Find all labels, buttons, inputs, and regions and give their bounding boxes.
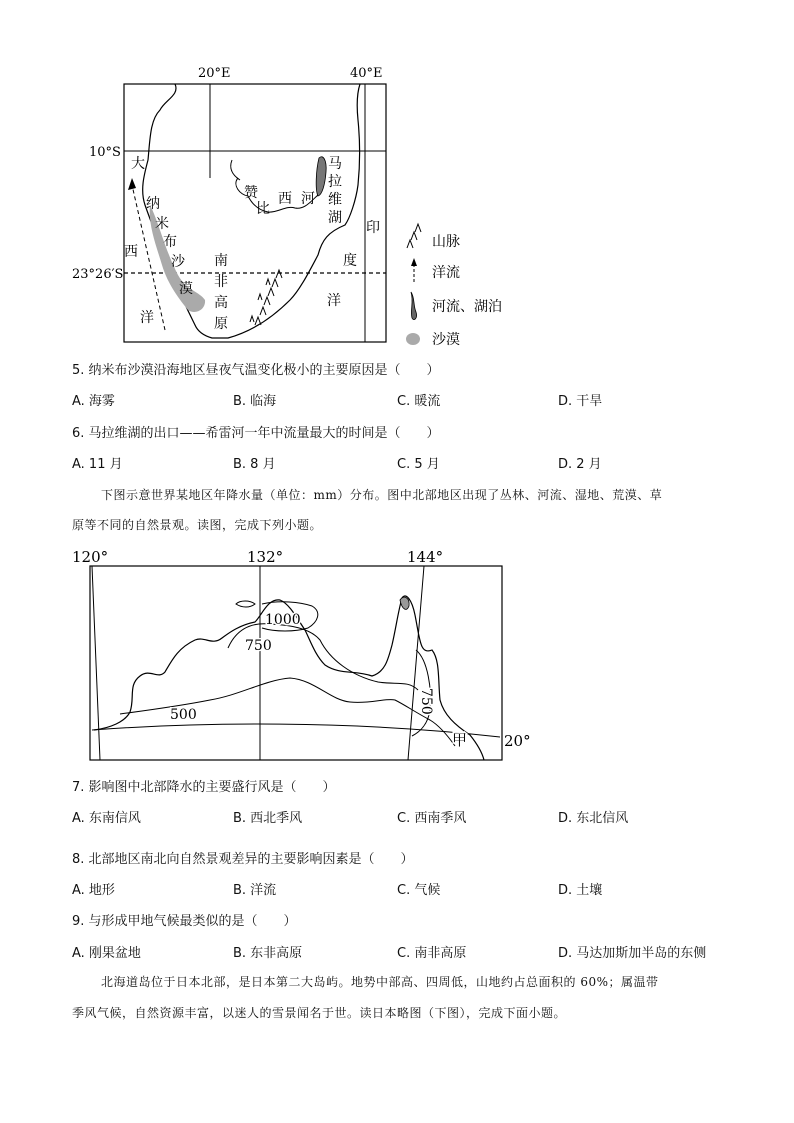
isohyet-label-500: 500: [170, 707, 197, 723]
lon-label-40: 40°E: [350, 66, 383, 81]
question-7-option-a[interactable]: A. 东南信风: [72, 811, 141, 826]
label-namib-2: 米: [155, 216, 169, 232]
label-plateau-3: 高: [214, 295, 228, 311]
question-6-option-d[interactable]: D. 2 月: [558, 457, 602, 472]
label-namib-4: 沙: [171, 254, 185, 270]
question-7-option-b[interactable]: B. 西北季风: [233, 811, 303, 826]
intro-paragraph-2-line-1: 北海道岛位于日本北部，是日本第二大岛屿。地势中部高、四周低，山地约占总面积的 60%；属温带: [101, 975, 659, 989]
label-malawi-1: 马: [328, 156, 342, 172]
label-malawi-3: 维: [328, 192, 342, 208]
question-6-stem: 6. 马拉维湖的出口——希雷河一年中流量最大的时间是（ ）: [72, 426, 440, 441]
label-plateau-4: 原: [214, 316, 228, 332]
question-9-option-a[interactable]: A. 刚果盆地: [72, 946, 141, 961]
question-6-option-a[interactable]: A. 11 月: [72, 457, 123, 472]
isohyet-label-750-north: 750: [245, 638, 272, 654]
lon-label-144: 144°: [407, 548, 444, 566]
label-atlantic-3: 洋: [140, 310, 154, 326]
legend-desert-label: 沙漠: [432, 332, 460, 348]
question-7-stem: 7. 影响图中北部降水的主要盛行风是（ ）: [72, 780, 336, 795]
question-5-option-c[interactable]: C. 暖流: [397, 394, 441, 409]
lon-label-120: 120°: [72, 548, 109, 566]
label-zambezi-3: 西: [278, 191, 292, 207]
intro-paragraph-2-line-2: 季风气候，自然资源丰富，以迷人的雪景闻名于世。读日本略图（下图），完成下面小题。: [72, 1006, 567, 1020]
question-5-option-d[interactable]: D. 干旱: [558, 394, 603, 409]
question-6-option-b[interactable]: B. 8 月: [233, 457, 276, 472]
legend-mountain-label: 山脉: [432, 234, 460, 250]
label-namib-1: 纳: [146, 196, 160, 212]
label-indian-1: 印: [366, 220, 380, 236]
label-atlantic-1: 大: [131, 156, 145, 172]
label-malawi-2: 拉: [328, 174, 342, 190]
southern-africa-map: [0, 0, 794, 355]
question-9-option-b[interactable]: B. 东非高原: [233, 946, 303, 961]
legend-river-label: 河流、湖泊: [432, 299, 502, 315]
question-5-stem: 5. 纳米布沙漠沿海地区昼夜气温变化极小的主要原因是（ ）: [72, 363, 440, 378]
question-5-option-b[interactable]: B. 临海: [233, 394, 277, 409]
legend-current-label: 洋流: [432, 265, 460, 281]
question-6-option-c[interactable]: C. 5 月: [397, 457, 440, 472]
intro-paragraph-1-line-1: 下图示意世界某地区年降水量（单位：mm）分布。图中北部地区出现了丛林、河流、湿地、荒漠、草: [101, 488, 663, 502]
label-zambezi-2: 比: [256, 201, 270, 217]
question-8-option-d[interactable]: D. 土壤: [558, 883, 603, 898]
question-9-option-d[interactable]: D. 马达加斯加半岛的东侧: [558, 946, 707, 961]
lon-label-20: 20°E: [198, 66, 231, 81]
question-5-option-a[interactable]: A. 海雾: [72, 394, 115, 409]
legend-desert-icon: [406, 333, 420, 345]
rainfall-map: [0, 540, 794, 770]
lat-label-tropic: 23°26′S: [72, 267, 124, 282]
question-9-option-c[interactable]: C. 南非高原: [397, 946, 467, 961]
isohyet-label-750-east: 750: [418, 688, 434, 715]
lat-label-10s: 10°S: [89, 145, 121, 160]
legend-mountain-icon: [407, 224, 421, 248]
label-plateau-1: 南: [214, 253, 228, 269]
isohyet-label-1000: 1000: [265, 612, 301, 628]
label-namib-5: 漠: [179, 281, 193, 297]
question-7-option-c[interactable]: C. 西南季风: [397, 811, 467, 826]
legend-river-icon: [411, 292, 417, 320]
label-atlantic-2: 西: [124, 244, 138, 260]
question-8-option-b[interactable]: B. 洋流: [233, 883, 277, 898]
question-9-stem: 9. 与形成甲地气候最类似的是（ ）: [72, 914, 297, 929]
point-jia-label: 甲: [452, 731, 468, 749]
label-zambezi-1: 赞: [244, 185, 258, 201]
question-8-option-a[interactable]: A. 地形: [72, 883, 115, 898]
map-legend: [406, 224, 502, 348]
lon-label-132: 132°: [247, 548, 284, 566]
question-8-option-c[interactable]: C. 气候: [397, 883, 441, 898]
label-indian-3: 洋: [327, 293, 341, 309]
label-namib-3: 布: [163, 234, 177, 250]
lat-label-20: 20°: [504, 732, 531, 750]
intro-paragraph-1-line-2: 原等不同的自然景观。读图，完成下列小题。: [72, 518, 323, 532]
question-8-stem: 8. 北部地区南北向自然景观差异的主要影响因素是（ ）: [72, 852, 414, 867]
question-7-option-d[interactable]: D. 东北信风: [558, 811, 629, 826]
mountain-symbols: [250, 270, 282, 325]
label-indian-2: 度: [343, 253, 357, 269]
label-zambezi-4: 河: [301, 191, 315, 207]
label-plateau-2: 非: [214, 274, 228, 290]
label-malawi-4: 湖: [328, 210, 342, 226]
